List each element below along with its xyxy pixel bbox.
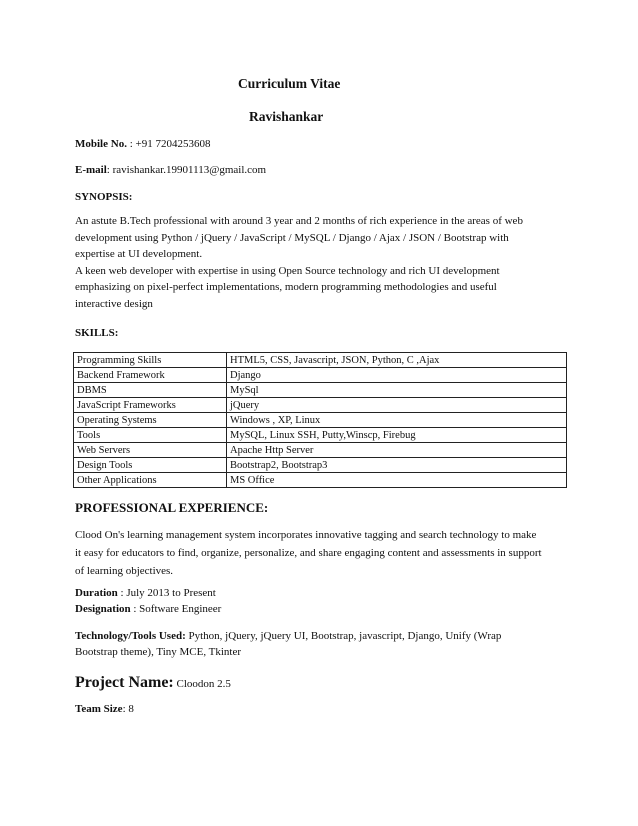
table-row xyxy=(74,353,567,368)
skill-category: Design Tools xyxy=(74,458,227,473)
mobile-label: Mobile No. xyxy=(75,138,127,150)
table-row xyxy=(74,398,567,413)
skill-value: MySQL, Linux SSH, Putty,Winscp, Firebug xyxy=(227,428,567,443)
technology-line-2: Bootstrap theme), Tiny MCE, Tkinter xyxy=(75,646,242,658)
skill-value: Django xyxy=(227,368,567,383)
table-row xyxy=(74,428,567,443)
synopsis-text xyxy=(75,213,523,312)
skill-value: jQuery xyxy=(227,398,567,413)
project-label: Project Name: xyxy=(75,674,174,691)
skill-category: JavaScript Frameworks xyxy=(74,398,227,413)
email-sep: : xyxy=(106,164,113,176)
synopsis-line: A keen web developer with expertise in using Open Source technology and rich UI development xyxy=(75,264,500,277)
skill-category: Tools xyxy=(74,428,227,443)
experience-line: of learning objectives. xyxy=(75,565,174,577)
table-row xyxy=(74,368,567,383)
mobile-value: +91 7204253608 xyxy=(135,138,211,150)
table-row xyxy=(74,383,567,398)
duration-line xyxy=(75,587,216,599)
designation-value: : Software Engineer xyxy=(130,603,222,615)
duration-value: : July 2013 to Present xyxy=(117,587,216,599)
email-value: ravishankar.19901113@gmail.com xyxy=(112,164,267,176)
email-line xyxy=(75,164,266,176)
designation-line xyxy=(75,603,221,615)
skill-value: Windows , XP, Linux xyxy=(227,413,567,428)
email-label: E-mail xyxy=(75,164,107,176)
skill-value: HTML5, CSS, Javascript, JSON, Python, C ,Ajax xyxy=(227,353,567,368)
document-title: Curriculum Vitae xyxy=(238,76,341,91)
duration-label: Duration xyxy=(75,587,118,599)
skill-category: Programming Skills xyxy=(74,353,227,368)
experience-line: Clood On's learning management system incorporates innovative tagging and search technology to make xyxy=(75,529,537,541)
team-size-label: Team Size xyxy=(75,703,123,715)
experience-heading: PROFESSIONAL EXPERIENCE: xyxy=(75,500,269,515)
skill-value: MS Office xyxy=(227,473,567,488)
skill-value: Bootstrap2, Bootstrap3 xyxy=(227,458,567,473)
synopsis-heading: SYNOPSIS: xyxy=(75,191,133,203)
experience-line: it easy for educators to find, organize, personalize, and share engaging content and assessments in support xyxy=(75,547,542,559)
synopsis-line: development using Python / jQuery / JavaScript / MySQL / Django / Ajax / JSON / Bootstrap with xyxy=(75,231,509,244)
mobile-line xyxy=(75,138,210,150)
candidate-name: Ravishankar xyxy=(249,109,324,124)
skill-category: DBMS xyxy=(74,383,227,398)
technology-value: Python, jQuery, jQuery UI, Bootstrap, javascript, Django, Unify (Wrap xyxy=(185,630,502,642)
table-row xyxy=(74,473,567,488)
skill-category: Backend Framework xyxy=(74,368,227,383)
skill-value: Apache Http Server xyxy=(227,443,567,458)
technology-label: Technology/Tools Used: xyxy=(75,630,186,642)
technology-line xyxy=(75,630,501,642)
skills-table xyxy=(73,352,567,488)
synopsis-line: An astute B.Tech professional with around 3 year and 2 months of rich experience in the areas of web xyxy=(75,215,523,227)
project-value: Cloodon 2.5 xyxy=(173,678,231,690)
experience-text xyxy=(75,526,542,580)
table-row xyxy=(74,458,567,473)
skill-category: Operating Systems xyxy=(74,413,227,428)
team-size-line xyxy=(75,703,134,715)
skill-category: Web Servers xyxy=(74,443,227,458)
synopsis-line: expertise at UI development. xyxy=(75,248,203,260)
team-size-value: : 8 xyxy=(122,703,134,715)
skills-heading: SKILLS: xyxy=(75,327,119,339)
skill-value: MySql xyxy=(227,383,567,398)
synopsis-line: emphasizing on pixel-perfect implementations, modern programming methodologies and useful xyxy=(75,281,497,293)
table-row xyxy=(74,413,567,428)
synopsis-line: interactive design xyxy=(75,297,153,310)
mobile-sep: : xyxy=(126,138,136,150)
project-line xyxy=(75,674,231,692)
designation-label: Designation xyxy=(75,603,131,615)
skill-category: Other Applications xyxy=(74,473,227,488)
table-row xyxy=(74,443,567,458)
